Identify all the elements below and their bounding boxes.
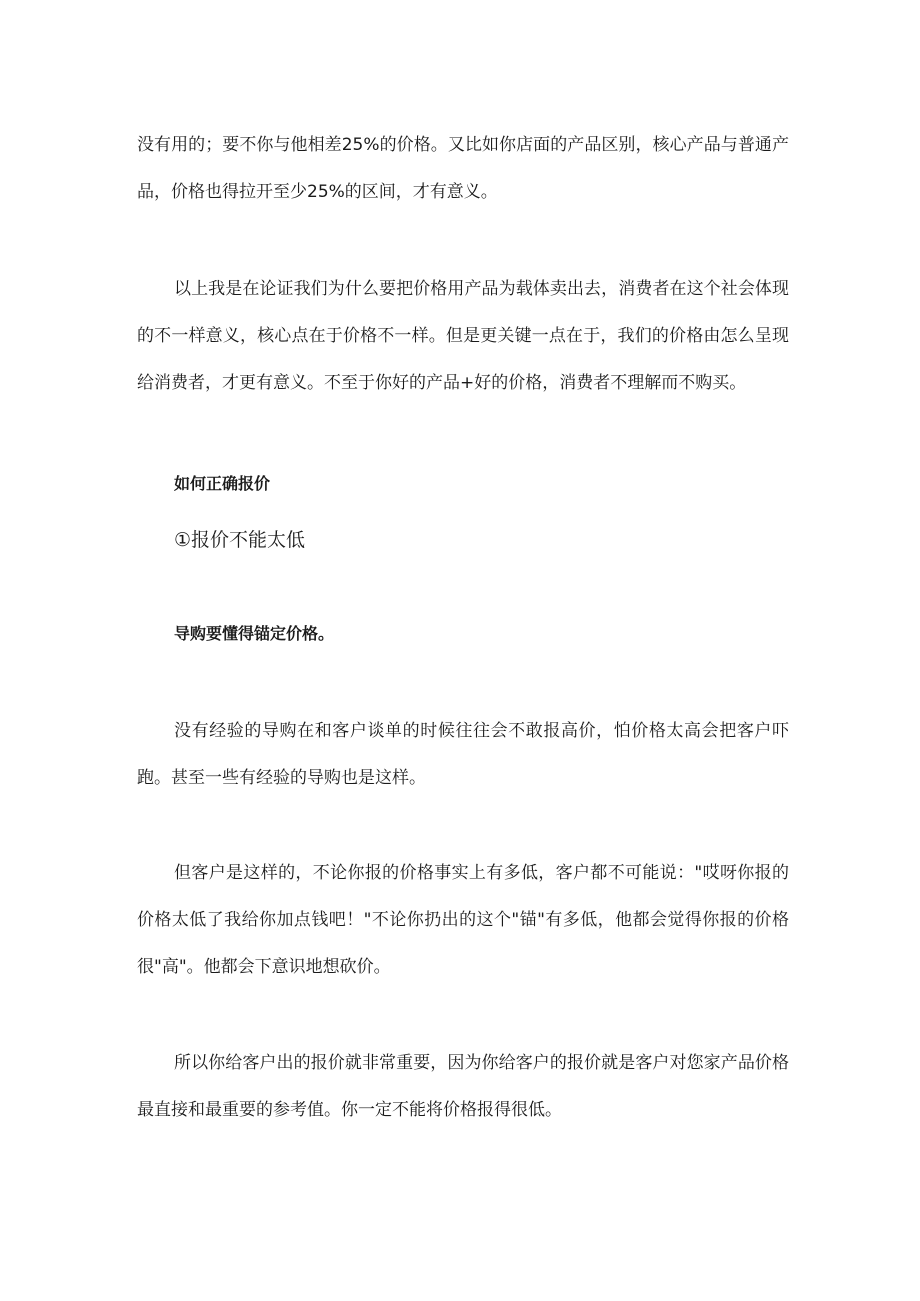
paragraph-inexperienced-guides: 没有经验的导购在和客户谈单的时候往往会不敢报高价，怕价格太高会把客户吓跑。甚至一些有经验的导购也是这样。 bbox=[137, 721, 789, 788]
subheading-not-too-low: ①报价不能太低 bbox=[174, 529, 306, 551]
paragraph-price-meaning: 以上我是在论证我们为什么要把价格用产品为载体卖出去，消费者在这个社会体现的不一样意义，核心点在于价格不一样。但是更关键一点在于，我们的价格由怎么呈现给消费者，才更有意义。不至于你好的产品+好的价格，消费者不理解而不购买。 bbox=[137, 279, 789, 393]
paragraph-price-difference: 没有用的；要不你与他相差25%的价格。又比如你店面的产品区别，核心产品与普通产品，价格也得拉开至少25%的区间，才有意义。 bbox=[137, 135, 789, 202]
paragraph-quote-importance: 所以你给客户出的报价就非常重要，因为你给客户的报价就是客户对您家产品价格最直接和最重要的参考值。你一定不能将价格报得很低。 bbox=[137, 1053, 789, 1120]
paragraph-customer-behavior: 但客户是这样的，不论你报的价格事实上有多低，客户都不可能说："哎呀你报的价格太低了我给你加点钱吧！"不论你扔出的这个"锚"有多低，他都会觉得你报的价格很"高"。他都会下意识地想砍价。 bbox=[137, 863, 789, 977]
bold-heading-anchor-price: 导购要懂得锚定价格。 bbox=[174, 624, 335, 643]
section-heading-quoting: 如何正确报价 bbox=[174, 474, 271, 493]
